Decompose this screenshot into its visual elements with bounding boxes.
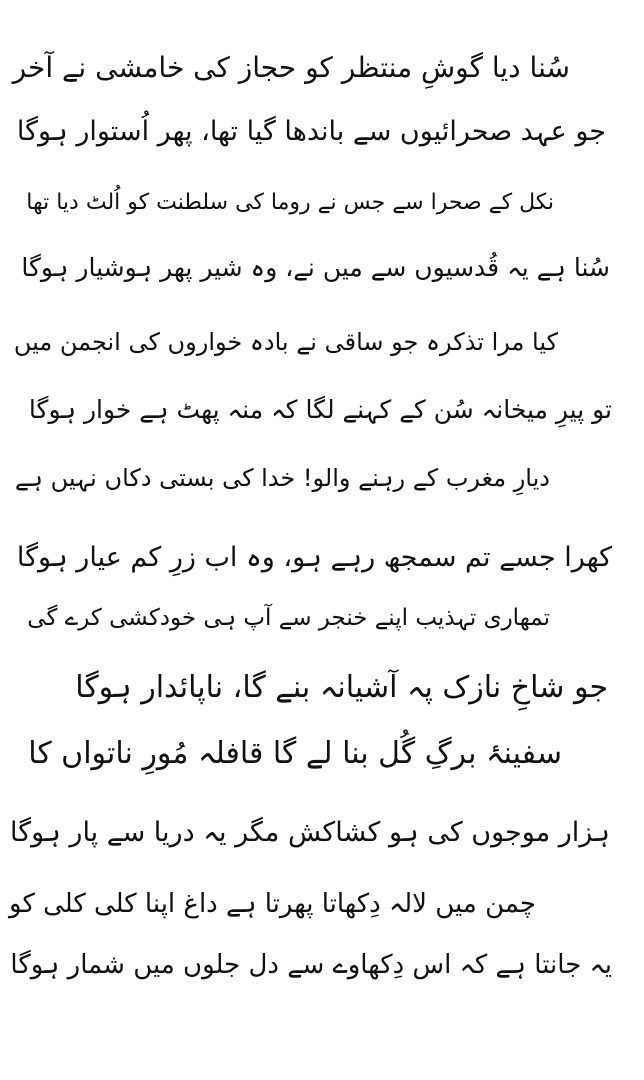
poem-line-4: سُنا ہے یہ قُدسیوں سے میں نے، وہ شیر پھر ہوشیار ہوگا bbox=[21, 253, 610, 282]
poem-line-13: چمن میں لالہ دِکھاتا پھرتا ہے داغ اپنا کلی کلی کو bbox=[9, 889, 536, 919]
poem-line-8: کھرا جسے تم سمجھ رہے ہو، وہ اب زرِ کم عیار ہوگا bbox=[16, 542, 612, 573]
poem-line-12: ہزار موجوں کی ہو کشاکش مگر یہ دریا سے پار ہوگا bbox=[9, 817, 610, 848]
poem-line-9: تمھاری تہذیب اپنے خنجر سے آپ ہی خودکشی کرے گی bbox=[27, 605, 550, 631]
poem-line-3: نکل کے صحرا سے جس نے روما کی سلطنت کو اُلٹ دیا تھا bbox=[26, 190, 554, 215]
poem-line-11: سفینۂ برگِ گُل بنا لے گا قافلہ مُورِ ناتواں کا bbox=[28, 736, 562, 771]
poem-line-1: سُنا دیا گوشِ منتظر کو حجاز کی خامشی نے آخر bbox=[12, 51, 570, 84]
poem-line-2: جو عہد صحرائیوں سے باندھا گیا تھا، پھر اُستوار ہوگا bbox=[16, 116, 606, 147]
poem-line-7: دیارِ مغرب کے رہنے والو! خدا کی بستی دکاں نہیں ہے bbox=[14, 464, 550, 492]
poem-line-10: جو شاخِ نازک پہ آشیانہ بنے گا، ناپائدار ہوگا bbox=[75, 670, 608, 705]
poem-line-14: یہ جانتا ہے کہ اس دِکھاوے سے دل جلوں میں شمار ہوگا bbox=[10, 950, 612, 980]
poem-line-6: تو پیرِ میخانہ سُن کے کہنے لگا کہ منہ پھٹ ہے خوار ہوگا bbox=[28, 395, 612, 424]
poem-line-5: کیا مرا تذکرہ جو ساقی نے بادہ خواروں کی انجمن میں bbox=[13, 328, 558, 356]
